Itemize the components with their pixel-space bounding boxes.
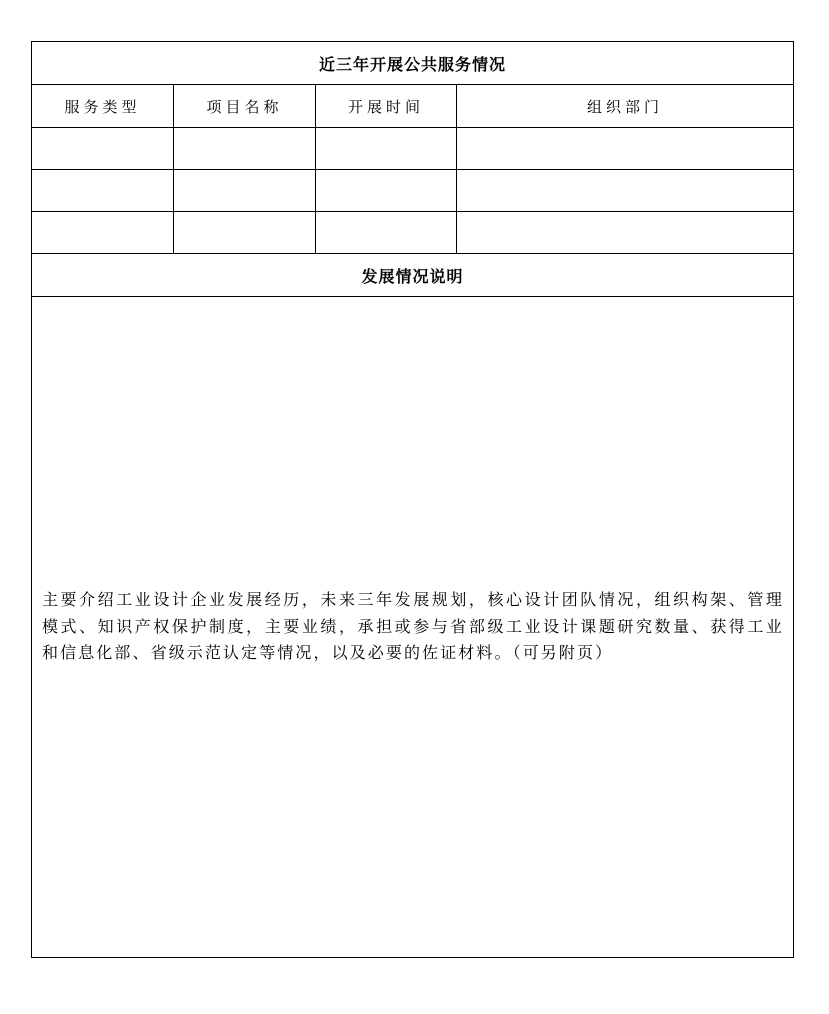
table-cell[interactable]	[174, 128, 316, 170]
public-service-title: 近三年开展公共服务情况	[32, 42, 794, 85]
header-project-name: 项目名称	[174, 85, 316, 128]
table-cell[interactable]	[457, 128, 794, 170]
development-instructions: 主要介绍工业设计企业发展经历，未来三年发展规划，核心设计团队情况，组织构架、管理模式、知识产权保护制度，主要业绩，承担或参与省部级工业设计课题研究数量、获得工业和信息化部、省级示范认定等情况，以及必要的佐证材料。（可另附页）	[42, 590, 785, 663]
table-row	[32, 212, 794, 254]
table-row	[32, 170, 794, 212]
table-cell[interactable]	[457, 170, 794, 212]
header-organizer: 组织部门	[457, 85, 794, 128]
development-title-row	[32, 254, 794, 297]
header-row	[32, 85, 794, 128]
table-row	[32, 128, 794, 170]
table-cell[interactable]	[316, 212, 457, 254]
development-description-area[interactable]	[32, 297, 794, 958]
public-service-title-row	[32, 42, 794, 85]
development-title: 发展情况说明	[32, 254, 794, 297]
form-table	[31, 41, 794, 958]
table-cell[interactable]	[174, 170, 316, 212]
table-cell[interactable]	[32, 128, 174, 170]
header-time: 开展时间	[316, 85, 457, 128]
table-cell[interactable]	[316, 128, 457, 170]
development-body-row	[32, 297, 794, 958]
table-cell[interactable]	[32, 170, 174, 212]
header-service-type: 服务类型	[32, 85, 174, 128]
table-cell[interactable]	[174, 212, 316, 254]
table-cell[interactable]	[32, 212, 174, 254]
table-cell[interactable]	[316, 170, 457, 212]
table-cell[interactable]	[457, 212, 794, 254]
